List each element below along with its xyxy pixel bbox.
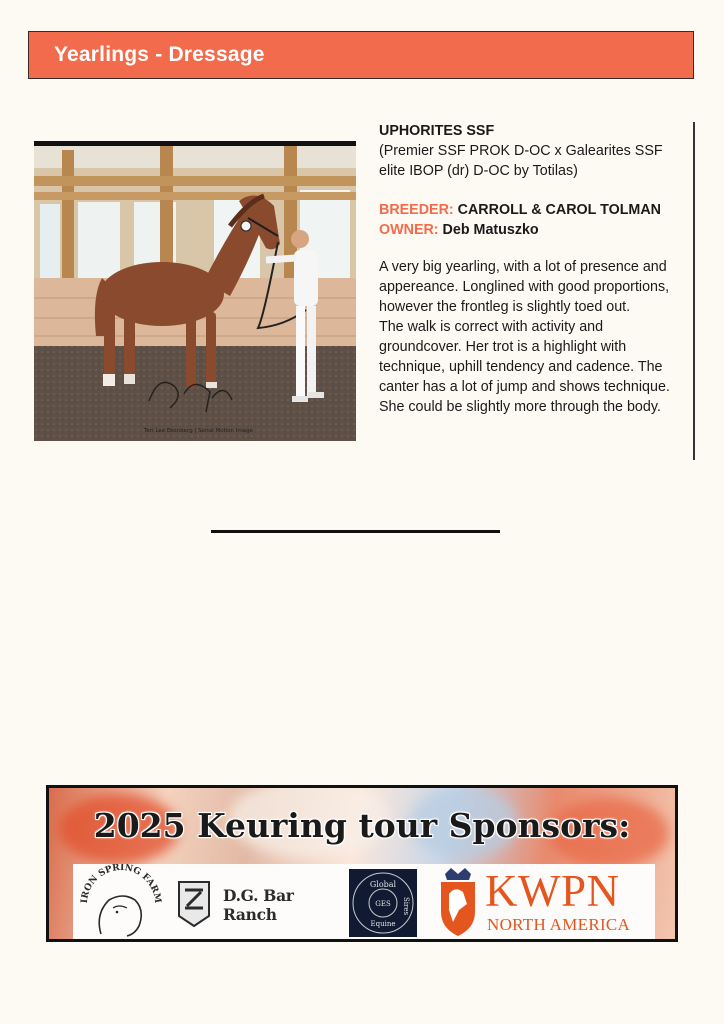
ges-bottom-text: Equine: [370, 920, 396, 928]
section-header: [28, 31, 694, 79]
dg-bar-ranch-logo: [173, 864, 351, 940]
horizontal-divider: [211, 530, 500, 533]
global-equine-sires-logo: [349, 869, 417, 937]
breeder-owner: [379, 200, 679, 240]
banner-title: 2025 Keuring tour Sponsors:: [93, 806, 631, 845]
breeder-row: [379, 200, 679, 220]
owner-label: OWNER:: [379, 222, 439, 238]
section-title: Yearlings - Dressage: [54, 43, 265, 66]
svg-text:IRON SPRING FARM: [80, 864, 162, 904]
pedigree: (Premier SSF PROK D-OC x Galearites SSF elite IBOP (dr) D-OC by Totilas): [379, 143, 663, 179]
vertical-divider: [693, 122, 695, 460]
breeder-label: BREEDER:: [379, 202, 454, 218]
sponsor-logos: [73, 864, 655, 940]
breeder-value: CARROLL & CAROL TOLMAN: [457, 202, 661, 218]
description-paragraph: The walk is correct with activity and groundcover. Her trot is a highlight with technique, uphill tendency and cadence. The canter has a lot of jump and shows technique. She could be slightly more through the body.: [379, 319, 670, 415]
horse-photo: [34, 141, 356, 441]
ges-center-text: GES: [375, 900, 391, 908]
sponsor-banner: [46, 785, 678, 942]
horse-name: UPHORITES SSF: [379, 123, 495, 139]
photo-watermark: Teri Lee Ekenberg | Serial Motion Image: [144, 428, 253, 434]
kwpn-north-america-logo: [433, 864, 655, 940]
dg-bar-ranch-text: D.G. Bar Ranch: [223, 886, 294, 924]
owner-value: Deb Matuszko: [442, 222, 539, 238]
description-paragraph: A very big yearling, with a lot of presence and appereance. Longlined with good proportions, however the frontleg is slightly toed out.: [379, 259, 670, 315]
ges-top-text: Global: [369, 880, 397, 889]
entry-info: [379, 121, 679, 417]
description: [379, 257, 679, 417]
ges-right-text: Sires: [402, 896, 410, 916]
owner-row: [379, 220, 679, 240]
iron-spring-farm-text: IRON SPRING FARM: [79, 864, 163, 904]
kwpn-subtitle: NORTH AMERICA: [487, 915, 631, 934]
kwpn-text: KWPN: [485, 866, 620, 916]
iron-spring-farm-logo: [75, 864, 167, 940]
